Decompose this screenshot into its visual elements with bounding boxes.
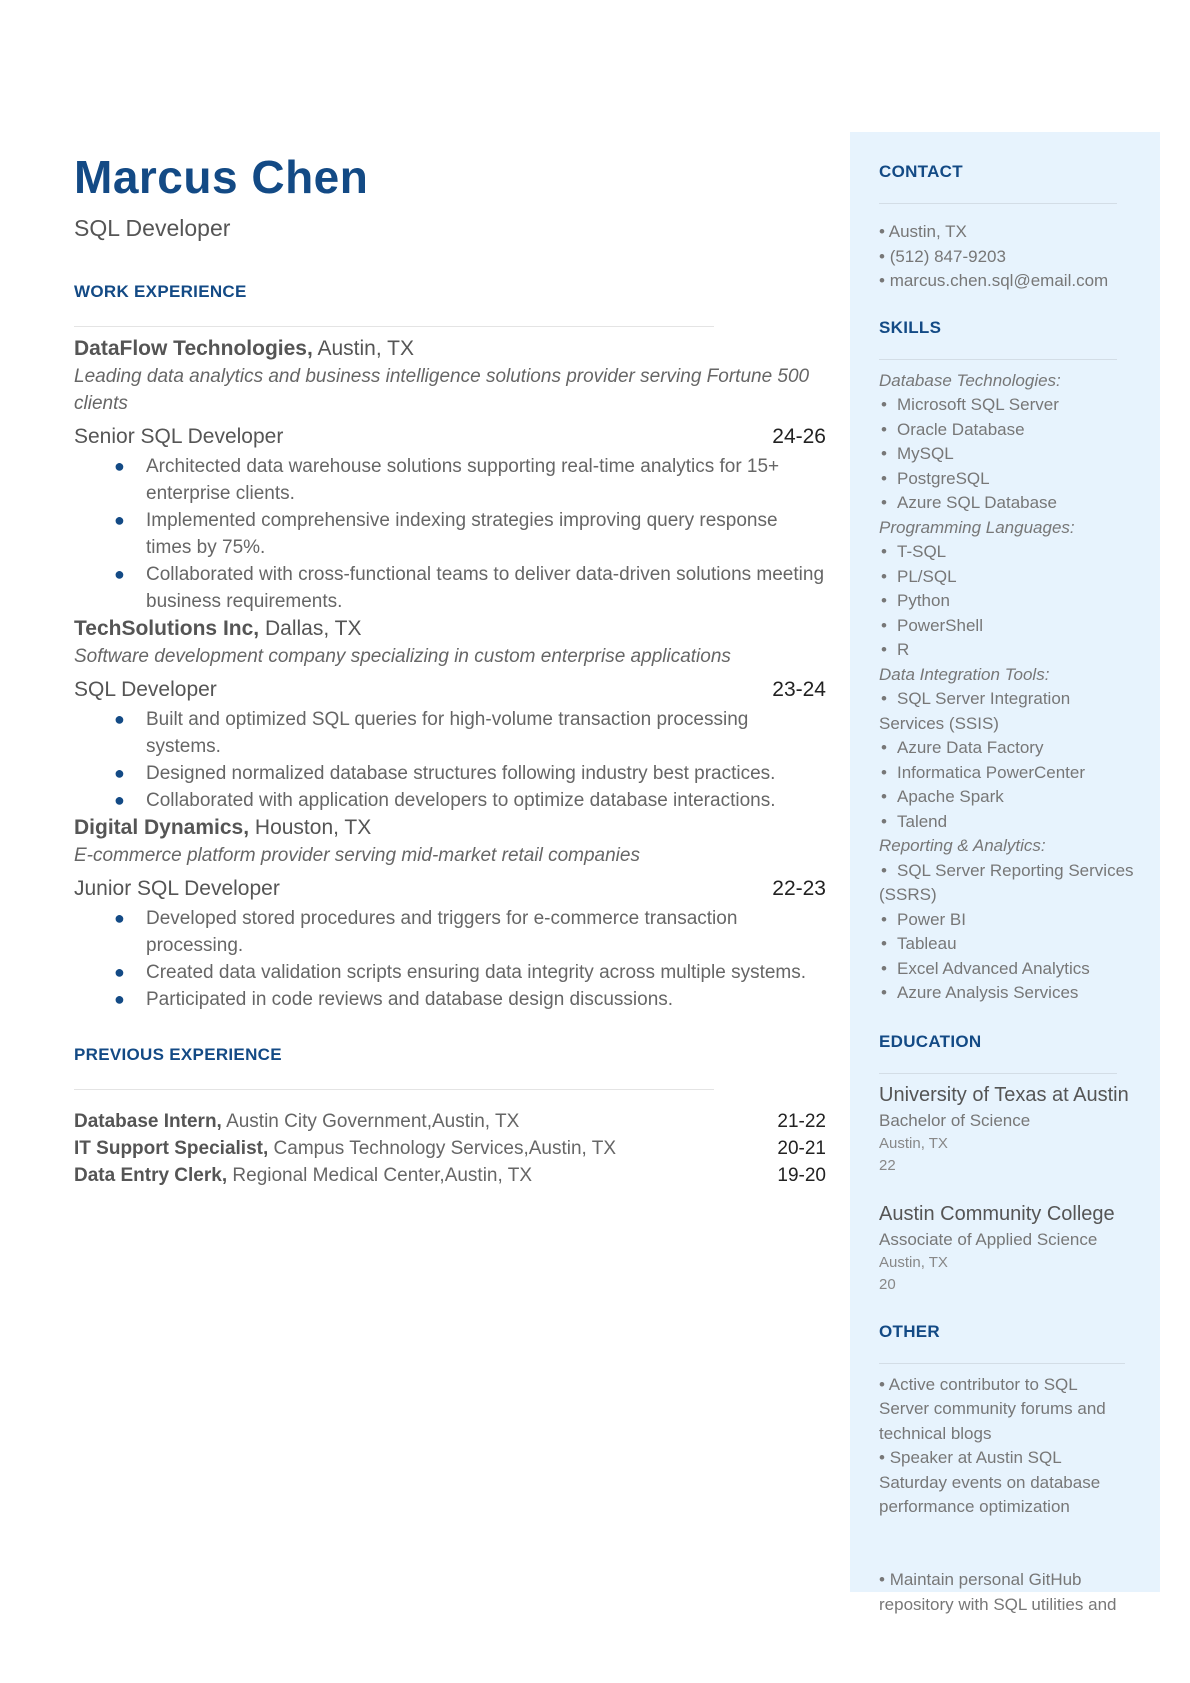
skill-item: • Excel Advanced Analytics [881,958,1090,978]
bullet-icon: ● [114,709,125,730]
bullet-icon: ● [114,790,125,811]
previous-role: Database Intern, [74,1111,222,1133]
job-entry [74,617,826,814]
education-entry [879,1201,1139,1296]
education-school: University of Texas at Austin [879,1083,1129,1106]
education-degree: Bachelor of Science [879,1110,1031,1130]
previous-experience-item [74,1135,826,1162]
bullet-icon: ● [114,962,125,983]
job-dates: 23-24 [772,678,826,702]
company-description: Leading data analytics and business intelligence solutions provider serving Fortune 500 clients [74,366,810,415]
candidate-title: SQL Developer [74,215,231,242]
company-name: DataFlow Technologies, [74,337,313,361]
company-line [74,816,826,840]
skill-category: Database Technologies: [879,370,1061,390]
previous-org: Austin City Government,Austin, TX [226,1111,520,1133]
skill-item: • Tableau [881,934,957,953]
sidebar [850,132,1160,1592]
education-heading: EDUCATION [879,1031,982,1051]
company-name: Digital Dynamics, [74,816,250,840]
other-heading: OTHER [879,1321,940,1341]
previous-dates: 21-22 [777,1111,826,1133]
sidebar-content [879,162,1139,1520]
skill-item: • Informatica PowerCenter [881,762,1086,782]
contact-divider [879,203,1117,204]
previous-dates: 20-21 [777,1138,826,1160]
main-column [74,150,826,1189]
previous-experience-item [74,1108,826,1135]
job-title: Senior SQL Developer [74,425,284,449]
education-entry [879,1082,1139,1177]
education-location: Austin, TX [879,1253,948,1271]
bullet-icon: ● [114,763,125,784]
skill-item: • SQL Server Integration Services (SSIS) [879,689,1071,733]
work-experience-heading: WORK EXPERIENCE [74,282,247,302]
job-dates: 22-23 [772,877,826,901]
job-bullets [74,706,826,814]
company-location: Austin, TX [317,337,414,361]
skills-divider [879,359,1117,360]
job-bullet: ● Developed stored procedures and triggers for e-commerce transaction processing. [74,905,826,959]
skill-item: • Power BI [881,909,966,929]
other-list [879,1373,1129,1520]
company-location: Dallas, TX [264,617,362,641]
candidate-name: Marcus Chen [74,151,369,203]
education-school: Austin Community College [879,1202,1115,1225]
skill-item: • Azure Data Factory [881,738,1044,757]
job-entry [74,337,826,615]
previous-role: IT Support Specialist, [74,1138,269,1160]
job-bullet: ● Designed normalized database structures following industry best practices. [74,760,826,787]
job-bullet: ● Collaborated with application developers to optimize database interactions. [74,787,826,814]
contact-heading: CONTACT [879,162,963,181]
skill-item: • Talend [881,811,948,831]
job-title: SQL Developer [74,678,217,702]
work-experience-divider [74,326,714,327]
other-item: • Maintain personal GitHub repository with SQL utilities and [879,1570,1117,1614]
other-item: • Active contributor to SQL Server community forums and technical blogs [879,1374,1106,1443]
skills-heading: SKILLS [879,317,942,337]
company-line [74,337,826,361]
education-location: Austin, TX [879,1134,948,1152]
bullet-icon: ● [114,456,125,477]
bullet-icon: ● [114,989,125,1010]
education-year: 20 [879,1275,896,1293]
skill-item: • PowerShell [881,615,983,635]
skill-category: Data Integration Tools: [879,664,1050,684]
job-bullet: ● Built and optimized SQL queries for high-volume transaction processing systems. [74,706,826,760]
education-degree: Associate of Applied Science [879,1229,1098,1249]
previous-experience-item [74,1162,826,1189]
previous-experience-list [74,1108,826,1189]
contact-location: • Austin, TX [879,222,967,241]
job-dates: 24-26 [772,425,826,449]
skill-item: • Azure Analysis Services [881,983,1079,1002]
skill-item: • Microsoft SQL Server [881,395,1059,414]
job-bullet: ● Architected data warehouse solutions supporting real-time analytics for 15+ enterprise clients. [74,453,826,507]
skill-item: • R [881,640,910,659]
bullet-icon: ● [114,908,125,929]
job-title-row [74,425,826,449]
job-bullet: ● Participated in code reviews and database design discussions. [74,986,826,1013]
contact-phone: • (512) 847-9203 [879,246,1006,266]
skill-item: • PostgreSQL [881,468,990,488]
other-item: • Speaker at Austin SQL Saturday events on database performance optimization [879,1448,1101,1516]
previous-org: Regional Medical Center,Austin, TX [232,1165,532,1187]
skill-category: Reporting & Analytics: [879,836,1046,855]
other-divider [879,1363,1125,1364]
bullet-icon: ● [114,564,125,585]
skill-item: • PL/SQL [881,566,957,586]
job-bullet: ● Collaborated with cross-functional teams to deliver data-driven solutions meeting business requirements. [74,561,826,615]
skill-item: • MySQL [881,444,954,463]
company-name: TechSolutions Inc, [74,617,260,641]
skill-item: • Apache Spark [881,787,1004,806]
skill-item: • T-SQL [881,542,947,561]
previous-org: Campus Technology Services,Austin, TX [273,1138,617,1160]
previous-role: Data Entry Clerk, [74,1165,228,1187]
job-title-row [74,678,826,702]
skill-item: • SQL Server Reporting Services (SSRS) [879,860,1134,904]
job-bullet: ● Implemented comprehensive indexing strategies improving query response times by 75%. [74,507,826,561]
skills-list [879,369,1139,1006]
job-title-row [74,877,826,901]
job-title: Junior SQL Developer [74,877,280,901]
company-description: E-commerce platform provider serving mid-market retail companies [74,845,640,867]
job-entry [74,816,826,1013]
skill-category: Programming Languages: [879,517,1075,537]
bullet-icon: ● [114,510,125,531]
company-location: Houston, TX [254,816,372,840]
skill-item: • Azure SQL Database [881,493,1058,512]
job-bullet: ● Created data validation scripts ensuring data integrity across multiple systems. [74,959,826,986]
previous-experience-heading: PREVIOUS EXPERIENCE [74,1045,282,1065]
company-description: Software development company specializing in custom enterprise applications [74,646,731,668]
contact-list [879,220,1139,294]
skill-item: • Oracle Database [881,419,1025,439]
job-bullets [74,905,826,1013]
previous-experience-divider [74,1089,714,1090]
company-line [74,617,826,641]
previous-dates: 19-20 [777,1165,826,1187]
education-year: 22 [879,1156,896,1174]
contact-email: • marcus.chen.sql@email.com [879,271,1109,290]
job-bullets [74,453,826,615]
skill-item: • Python [881,591,950,610]
education-divider [879,1073,1117,1074]
